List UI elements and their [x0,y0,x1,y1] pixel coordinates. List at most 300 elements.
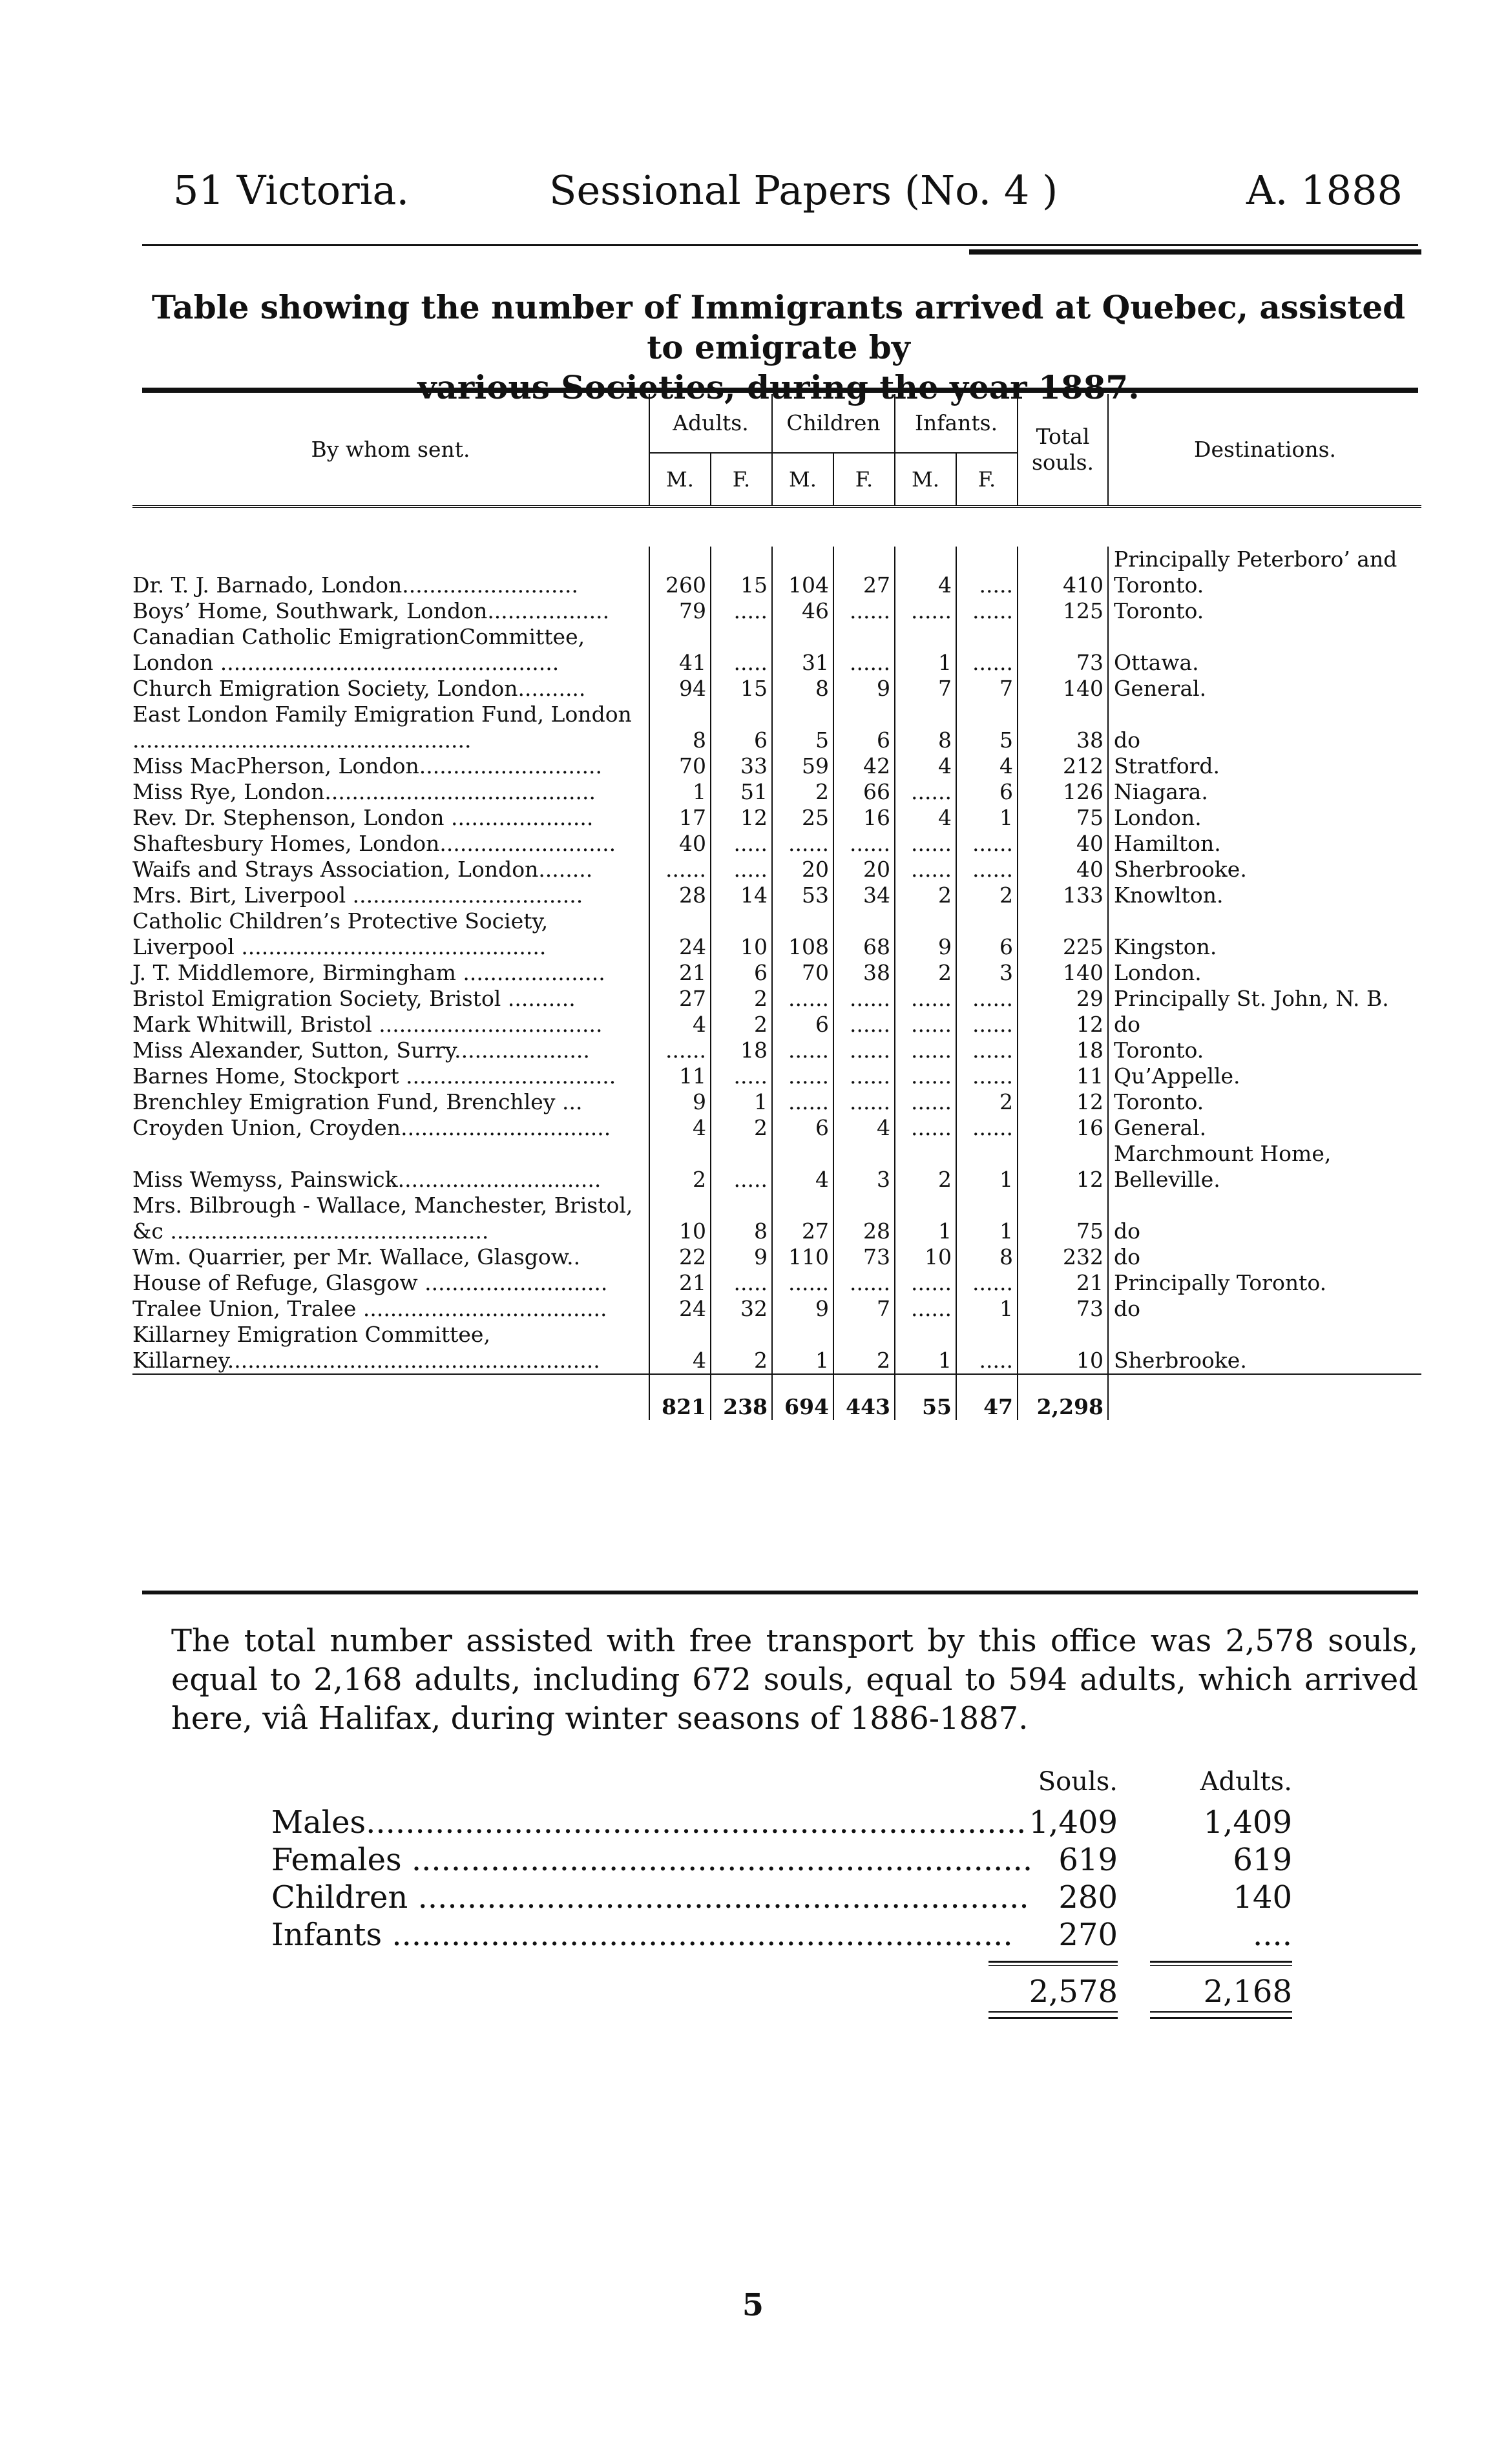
table-row [132,1193,1421,1244]
adults-f: 6 [711,702,772,753]
table-row [132,547,1421,598]
adults-f: 2 [711,1322,772,1374]
destination: do [1108,1193,1421,1244]
infants-f: 1 [956,805,1018,831]
children-f: ...... [833,1038,895,1063]
infants-f: ...... [956,624,1018,676]
adults-f: 33 [711,753,772,779]
adults-m: 17 [649,805,711,831]
infants-f: ...... [956,1012,1018,1038]
children-m: 20 [772,857,833,882]
children-f: 27 [833,547,895,598]
table-row [132,1012,1421,1038]
infants-f: 1 [956,1296,1018,1322]
destination: Kingston. [1108,908,1421,960]
children-m: 6 [772,1115,833,1141]
destination: Marchmount Home, Belleville. [1108,1141,1421,1193]
children-f: ...... [833,986,895,1012]
total-infants-f: 47 [956,1374,1018,1420]
col-adults: Adults. [649,394,772,453]
infants-f: 1 [956,1193,1018,1244]
infants-m: 10 [895,1244,956,1270]
total-children-f: 443 [833,1374,895,1420]
summary-adults: .... [1252,1917,1292,1953]
total-souls: 410 [1018,547,1108,598]
col-infants-f: F. [956,453,1018,506]
summary-souls: 270 [1058,1917,1118,1953]
destination: General. [1108,1115,1421,1141]
table-row [132,1322,1421,1374]
table-row [132,676,1421,702]
table-row [132,1089,1421,1115]
infants-m: ...... [895,779,956,805]
adults-f: ..... [711,857,772,882]
sender-name: Brenchley Emigration Fund, Brenchley ... [132,1089,583,1114]
destination: Principally St. John, N. B. [1108,986,1421,1012]
destination: Qu’Appelle. [1108,1063,1421,1089]
children-f: 73 [833,1244,895,1270]
infants-m: 1 [895,624,956,676]
infants-f: 3 [956,960,1018,986]
summary-row [271,1879,1305,1917]
sender-name: Mrs. Birt, Liverpool .................................. [132,882,583,908]
children-m: 25 [772,805,833,831]
adults-m: 70 [649,753,711,779]
children-f: 9 [833,676,895,702]
table-row [132,908,1421,960]
header-year: A. 1888 [1246,167,1403,214]
total-souls: 126 [1018,779,1108,805]
immigrants-table [132,394,1421,1420]
table-row [132,1038,1421,1063]
infants-f: 4 [956,753,1018,779]
adults-f: 51 [711,779,772,805]
infants-m: 9 [895,908,956,960]
infants-m: 2 [895,1141,956,1193]
children-m: 27 [772,1193,833,1244]
adults-m: 4 [649,1322,711,1374]
destination: do [1108,702,1421,753]
col-destinations: Destinations. [1108,394,1421,506]
sender-name: Dr. T. J. Barnado, London.......................... [132,572,578,598]
table-row [132,779,1421,805]
children-m: 53 [772,882,833,908]
infants-f: ...... [956,598,1018,624]
infants-m: 2 [895,960,956,986]
adults-m: 10 [649,1193,711,1244]
destination: Knowlton. [1108,882,1421,908]
adults-f: ..... [711,1063,772,1089]
adults-m: 1 [649,779,711,805]
total-souls: 125 [1018,598,1108,624]
total-souls: 12 [1018,1089,1108,1115]
summary-label: Children .............................................................. [271,1879,1029,1916]
infants-m: 1 [895,1193,956,1244]
infants-m: 4 [895,753,956,779]
adults-m: 21 [649,1270,711,1296]
infants-m: ...... [895,1089,956,1115]
destination: Principally Peterboro’ and Toronto. [1108,547,1421,598]
sender-name: Canadian Catholic EmigrationCommittee, London .................................................. [132,624,585,675]
adults-m: 2 [649,1141,711,1193]
children-m: 4 [772,1141,833,1193]
children-m: ...... [772,1063,833,1089]
total-infants-m: 55 [895,1374,956,1420]
children-m: ...... [772,1089,833,1115]
total-adults-m: 821 [649,1374,711,1420]
children-m: 6 [772,1012,833,1038]
destination: Principally Toronto. [1108,1270,1421,1296]
souls-heading: Souls. [1038,1767,1118,1797]
sender-name: Waifs and Strays Association, London........ [132,857,593,882]
sender-name: Killarney Emigration Committee, Killarney....................................................... [132,1322,600,1373]
infants-m: ...... [895,986,956,1012]
infants-m: ...... [895,1038,956,1063]
adults-m: ...... [649,1038,711,1063]
children-m: ...... [772,1038,833,1063]
adults-m: 22 [649,1244,711,1270]
destination: do [1108,1012,1421,1038]
sender-name: Wm. Quarrier, per Mr. Wallace, Glasgow.. [132,1244,581,1269]
adults-m: 4 [649,1115,711,1141]
destination: Stratford. [1108,753,1421,779]
children-f: 3 [833,1141,895,1193]
table-row [132,598,1421,624]
sender-name: Barnes Home, Stockport ............................... [132,1063,616,1089]
adults-m: ...... [649,857,711,882]
infants-f: 1 [956,1141,1018,1193]
summary-adults: 619 [1233,1842,1292,1878]
destination: Toronto. [1108,1089,1421,1115]
adults-f: 2 [711,986,772,1012]
adults-m: 260 [649,547,711,598]
total-souls: 12 [1018,1012,1108,1038]
infants-m: ...... [895,1115,956,1141]
summary-souls: 1,409 [1029,1804,1118,1841]
table-row [132,882,1421,908]
children-m: ...... [772,986,833,1012]
children-f: ...... [833,831,895,857]
total-adults-f: 238 [711,1374,772,1420]
total-souls: 73 [1018,624,1108,676]
adults-f: 14 [711,882,772,908]
adults-m: 40 [649,831,711,857]
adults-f: 15 [711,676,772,702]
infants-f: ...... [956,1063,1018,1089]
page-number: 5 [742,2287,764,2323]
infants-m: 7 [895,676,956,702]
sender-name: Boys’ Home, Southwark, London.................. [132,598,610,623]
children-f: 42 [833,753,895,779]
summary-paragraph: The total number assisted with free transport by this office was 2,578 souls, equal to 2,168 adults, including 672 souls, equal to 594 adults, which arrived here, viâ Halifax, during winter seasons of 1886-1887. [171,1623,1418,1737]
adults-m: 94 [649,676,711,702]
sender-name: Church Emigration Society, London.......... [132,676,586,701]
infants-f: ..... [956,1322,1018,1374]
destination: Ottawa. [1108,624,1421,676]
infants-f: 2 [956,1089,1018,1115]
sender-name: Catholic Children’s Protective Society, Liverpool ............................................. [132,908,549,959]
adults-f: 10 [711,908,772,960]
infants-m: 4 [895,547,956,598]
infants-m: 1 [895,1322,956,1374]
adults-m: 8 [649,702,711,753]
sender-name: J. T. Middlemore, Birmingham ..................... [132,960,605,985]
children-f: 20 [833,857,895,882]
sender-name: Rev. Dr. Stephenson, London ..................... [132,805,594,830]
sender-name: Miss Alexander, Sutton, Surry.................... [132,1038,590,1063]
infants-f: 8 [956,1244,1018,1270]
infants-f: ...... [956,986,1018,1012]
children-m: ...... [772,1270,833,1296]
children-f: ...... [833,598,895,624]
infants-f: ..... [956,547,1018,598]
sender-name: Miss Rye, London........................................ [132,779,596,804]
sender-name: Croyden Union, Croyden............................... [132,1115,611,1140]
children-f: ...... [833,624,895,676]
total-souls: 232 [1018,1244,1108,1270]
total-souls: 212 [1018,753,1108,779]
col-children-f: F. [833,453,895,506]
children-m: 31 [772,624,833,676]
col-adults-f: F. [711,453,772,506]
children-m: 108 [772,908,833,960]
infants-m: ...... [895,1012,956,1038]
children-m: 1 [772,1322,833,1374]
infants-f: ...... [956,857,1018,882]
children-f: ...... [833,1270,895,1296]
children-m: 9 [772,1296,833,1322]
total-souls: 140 [1018,676,1108,702]
infants-m: ...... [895,857,956,882]
adults-m: 79 [649,598,711,624]
adults-m: 9 [649,1089,711,1115]
infants-m: ...... [895,598,956,624]
infants-m: 2 [895,882,956,908]
adults-f: 9 [711,1244,772,1270]
children-f: 34 [833,882,895,908]
children-f: ...... [833,1089,895,1115]
total-souls: 75 [1018,1193,1108,1244]
adults-m: 21 [649,960,711,986]
infants-m: 8 [895,702,956,753]
table-row [132,702,1421,753]
table-row [132,1141,1421,1193]
destination: London. [1108,805,1421,831]
total-adults-summary: 2,168 [1203,1974,1292,2010]
destination: Hamilton. [1108,831,1421,857]
adults-heading: Adults. [1200,1767,1292,1797]
total-souls: 2,298 [1018,1374,1108,1420]
adults-f: 1 [711,1089,772,1115]
adults-rule [1150,1961,1292,1966]
infants-f: ...... [956,1038,1018,1063]
destination: Sherbrooke. [1108,1322,1421,1374]
infants-f: 5 [956,702,1018,753]
children-m: 70 [772,960,833,986]
destination: do [1108,1296,1421,1322]
total-souls: 140 [1018,960,1108,986]
children-f: ...... [833,1012,895,1038]
adults-m: 24 [649,1296,711,1322]
col-children-m: M. [772,453,833,506]
total-souls: 225 [1018,908,1108,960]
adults-f: 15 [711,547,772,598]
children-f: 16 [833,805,895,831]
children-f: 7 [833,1296,895,1322]
children-f: 68 [833,908,895,960]
children-f: 2 [833,1322,895,1374]
header-separator [132,506,1421,547]
infants-f: 6 [956,908,1018,960]
infants-m: 4 [895,805,956,831]
col-infants-m: M. [895,453,956,506]
col-children: Children [772,394,895,453]
destination: Niagara. [1108,779,1421,805]
souls-double-rule [988,2011,1118,2019]
children-m: 46 [772,598,833,624]
table-row [132,1063,1421,1089]
total-souls: 40 [1018,857,1108,882]
summary-row [271,1917,1305,1954]
total-souls: 18 [1018,1038,1108,1063]
total-souls: 133 [1018,882,1108,908]
adults-f: ..... [711,1141,772,1193]
table-row [132,1270,1421,1296]
total-souls: 75 [1018,805,1108,831]
destination: Toronto. [1108,1038,1421,1063]
summary-adults: 1,409 [1203,1804,1292,1841]
infants-f: ...... [956,1115,1018,1141]
total-souls: 29 [1018,986,1108,1012]
adults-f: ..... [711,1270,772,1296]
total-souls: 73 [1018,1296,1108,1322]
adults-m: 4 [649,1012,711,1038]
adults-f: 18 [711,1038,772,1063]
table-row [132,753,1421,779]
sender-name: Shaftesbury Homes, London.......................... [132,831,616,856]
infants-m: ...... [895,831,956,857]
total-souls: 40 [1018,831,1108,857]
table-bottom-rule [142,1591,1418,1594]
total-children-m: 694 [772,1374,833,1420]
sender-name: Miss MacPherson, London........................... [132,753,602,778]
destination: Toronto. [1108,598,1421,624]
children-m: 5 [772,702,833,753]
children-m: 2 [772,779,833,805]
children-f: ...... [833,1063,895,1089]
totals-row [132,1374,1421,1420]
sender-name: Mark Whitwill, Bristol ................................. [132,1012,603,1037]
souls-adults-summary [271,1767,1305,2020]
adults-f: ..... [711,624,772,676]
adults-f: 12 [711,805,772,831]
total-souls: 12 [1018,1141,1108,1193]
adults-m: 24 [649,908,711,960]
table-row [132,1244,1421,1270]
summary-label: Infants ............................................................... [271,1917,1013,1953]
table-row [132,805,1421,831]
table-row [132,857,1421,882]
adults-f: 2 [711,1115,772,1141]
total-souls: 38 [1018,702,1108,753]
children-m: ...... [772,831,833,857]
sender-name: Bristol Emigration Society, Bristol .......... [132,986,576,1011]
title-rule [142,388,1418,393]
summary-row [271,1804,1305,1842]
table-row [132,1115,1421,1141]
adults-f: 6 [711,960,772,986]
header-volume: 51 Victoria. [173,167,410,214]
adults-double-rule [1150,2011,1292,2019]
children-f: 66 [833,779,895,805]
infants-f: 6 [956,779,1018,805]
adults-f: 8 [711,1193,772,1244]
total-souls: 16 [1018,1115,1108,1141]
summary-souls: 280 [1058,1879,1118,1916]
children-m: 8 [772,676,833,702]
infants-m: ...... [895,1296,956,1322]
infants-f: ...... [956,831,1018,857]
adults-m: 11 [649,1063,711,1089]
sender-name: Mrs. Bilbrough - Wallace, Manchester, Bristol, &c ............................................... [132,1193,633,1244]
children-m: 104 [772,547,833,598]
sender-name: East London Family Emigration Fund, London .................................................. [132,702,632,753]
table-title: Table showing the number of Immigrants arrived at Quebec, assisted to emigrate by [151,288,1406,366]
infants-m: ...... [895,1270,956,1296]
destination: do [1108,1244,1421,1270]
summary-label: Males................................................................... [271,1804,1027,1841]
children-f: 6 [833,702,895,753]
infants-f: ...... [956,1270,1018,1296]
destination: Sherbrooke. [1108,857,1421,882]
header-sessional-papers: Sessional Papers (No. 4 ) [549,167,1058,214]
adults-f: 32 [711,1296,772,1322]
children-f: 28 [833,1193,895,1244]
adults-m: 41 [649,624,711,676]
children-m: 59 [772,753,833,779]
summary-header [271,1767,1305,1804]
table-row [132,960,1421,986]
total-souls: 11 [1018,1063,1108,1089]
adults-f: 2 [711,1012,772,1038]
summary-row [271,1842,1305,1879]
infants-m: ...... [895,1063,956,1089]
sender-name: Tralee Union, Tralee .................................... [132,1296,607,1321]
sender-name: House of Refuge, Glasgow ........................... [132,1270,608,1295]
sender-name: Miss Wemyss, Painswick.............................. [132,1167,601,1192]
total-souls-summary: 2,578 [1029,1974,1118,2010]
total-souls: 10 [1018,1322,1108,1374]
children-f: 4 [833,1115,895,1141]
adults-f: ..... [711,831,772,857]
children-f: 38 [833,960,895,986]
header-rule-thick [969,249,1421,255]
infants-f: 7 [956,676,1018,702]
souls-rule [988,1961,1118,1966]
infants-f: 2 [956,882,1018,908]
col-by-whom: By whom sent. [311,437,470,462]
table-row [132,831,1421,857]
col-total: Total souls. [1018,394,1108,506]
table-row [132,1296,1421,1322]
summary-adults: 140 [1233,1879,1292,1916]
children-m: 110 [772,1244,833,1270]
total-souls: 21 [1018,1270,1108,1296]
header-rule [142,244,1418,246]
col-adults-m: M. [649,453,711,506]
table-row [132,986,1421,1012]
summary-label: Females ............................................................... [271,1842,1033,1878]
